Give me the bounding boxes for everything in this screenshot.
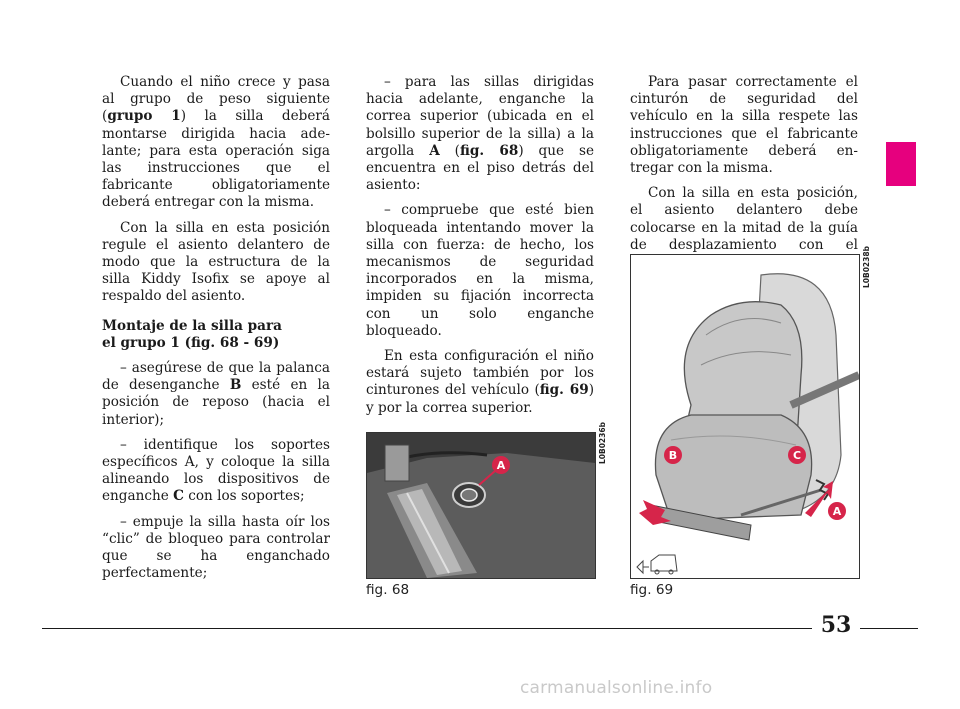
callout-b-label: B [668,449,678,462]
paragraph: En esta configuración el niño estará sujeto también por los cinturones del vehículo (fig. 69) y por la correa superior. [366,348,594,416]
paragraph: – asegúrese de que la palanca de desenganche B esté en la posición de reposo (hacia el interior); [102,360,331,428]
paragraph: – identifique los soportes específicos A, y coloque la silla alineando los dispositivos de enganche C con los soportes; [102,436,330,505]
paragraph: Con la silla en esta posición regule el asiento delantero de modo que la estructura de la silla Kiddy Isofix se apoye al respaldo del asiento. [102,219,330,305]
callout-a-label: A [832,505,842,518]
paragraph: Cuando el niño crece y pasa al grupo de peso siguiente (grupo 1) la silla deberá montarse dirigida hacia adelante; para esta operación siga las instrucciones que el fabricante obligatoriamente deberá entregar con la misma. [102,74,330,211]
paragraph: Con la silla en esta posición, el asiento delantero debe colocarse en la mitad de la guía de desplazamiento con el [630,185,858,253]
section-heading: Montaje de la silla para el grupo 1 (fig. 68 - 69) [102,317,282,351]
section-color-tab [886,142,916,186]
text-column-1 [102,74,330,590]
figure-68-code: L0B0236b [598,422,607,464]
watermark-text: carmanualsonline.info [520,678,713,698]
floor-anchor-illustration [367,433,595,578]
text-column-3 [630,74,858,279]
figure-68-caption: fig. 68 [366,582,410,598]
page-number: 53 [820,612,852,638]
child-seat-illustration [631,255,859,578]
paragraph: – compruebe que esté bien bloqueada intentando mover la silla con fuerza: de hecho, los mecanismos de seguridad incorporados en la misma, impiden su fijación incorrecta con un solo enganche bloqueado. [366,202,594,339]
footer-rule-right [860,628,918,629]
footer-rule-left [42,628,812,629]
figure-69-code: L0B0238b [862,246,871,288]
callout-c-label: C [792,449,802,462]
text-column-2 [366,74,594,425]
paragraph: Para pasar correctamente el cinturón de seguridad del vehículo en la silla respete las instrucciones que el fabricante obligatoriamente deberá entregar con la misma. [630,74,858,177]
figure-69-caption: fig. 69 [630,582,674,598]
paragraph: – empuje la silla hasta oír los “clic” de bloqueo para controlar que se ha enganchado perfectamente; [102,513,330,582]
paragraph: – para las sillas dirigidas hacia adelante, enganche la correa superior (ubicada en el bolsillo superior de la silla) a la argolla A (fig. 68) que se encuentra en el piso detrás del asiento: [366,74,594,194]
callout-a-label: A [496,459,506,472]
figure-68-image [366,432,596,579]
figure-69-image [630,254,860,579]
